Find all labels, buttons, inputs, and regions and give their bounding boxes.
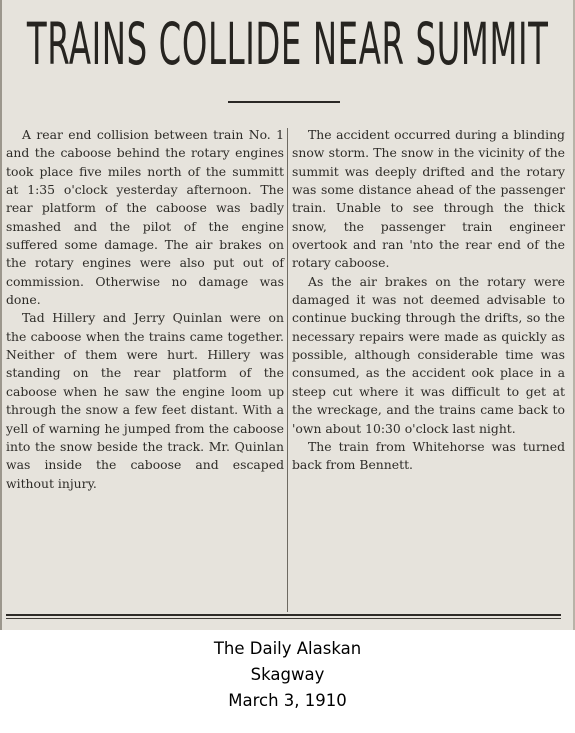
bottom-rule: [6, 614, 561, 616]
paragraph: Tad Hillery and Jerry Quinlan were on the caboose when the trains came together. Neither of them were hurt. Hillery was standing on the rear platform of the caboose when he saw the engine loom up through the snow a few feet distant. With a yell of warning he jumped from the caboose into the snow beside the track. Mr. Quinlan was inside the caboose and escaped without injury.: [6, 310, 284, 491]
clipping-edge: [0, 0, 2, 630]
bottom-rule-thin: [6, 618, 561, 619]
paragraph: The train from Whitehorse was turned back from Bennett.: [292, 438, 565, 473]
headline-container: [0, 4, 575, 84]
newspaper-name: The Daily Alaskan: [213, 639, 362, 658]
paragraph: A rear end collision between train No. 1 and the caboose behind the rotary engines took place five miles north of the summitt at 1:35 o'clock yesterday afternoon. The rear platform of the caboose was badly smashed and the pilot of the engine suffered some damage. The air brakes on the rotary engines were also put out of commission. Otherwise no damage was done.: [6, 127, 284, 308]
headline: TRAINS COLLIDE NEAR SUMMIT: [26, 10, 549, 78]
headline-rule: [228, 101, 340, 103]
article-column-left: [6, 126, 284, 493]
publication-date: March 3, 1910: [228, 691, 347, 710]
article-column-right: [292, 126, 565, 475]
city-name: Skagway: [250, 665, 325, 684]
paragraph: As the air brakes on the rotary were damaged it was not deemed advisable to continue bucking through the drifts, so the necessary repairs were made as quickly as possible, although considerable time was consumed, as the accident ook place in a steep cut where it was difficult to get at the wreckage, and the trains came back to 'own about 10:30 o'clock last night.: [292, 273, 565, 436]
source-caption: [0, 636, 575, 714]
column-divider: [287, 128, 288, 612]
paragraph: The accident occurred during a blinding snow storm. The snow in the vicinity of the summit was deeply drifted and the rotary was some distance ahead of the passenger train. Unable to see through the thick snow, the passenger train engineer overtook and ran 'nto the rear end of the rotary caboose.: [292, 127, 565, 271]
